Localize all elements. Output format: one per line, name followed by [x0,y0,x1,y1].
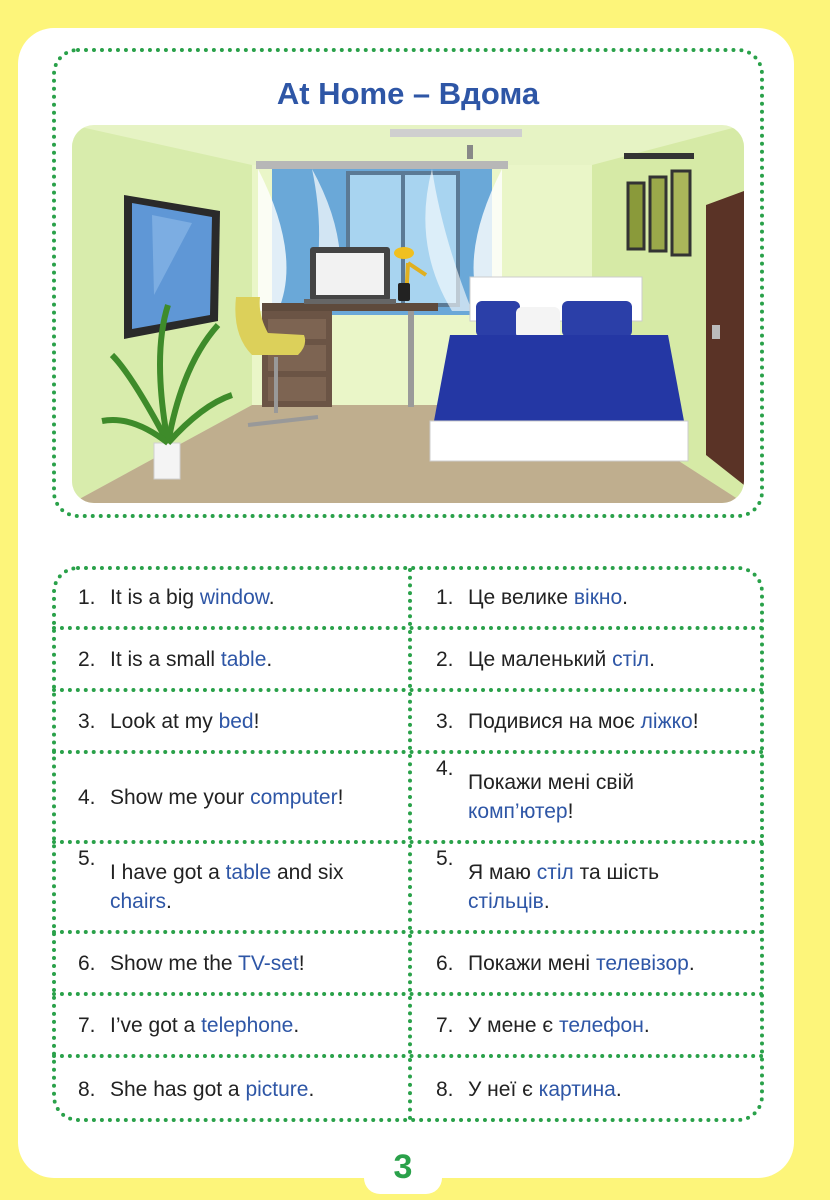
english-phrase: 2. It is a small table. [78,647,273,671]
english-phrase: 7. I’ve got a telephone. [78,1013,300,1037]
ukrainian-phrase: 4. Покажи мені свій комп’ютер! [408,754,764,840]
keyword: телефон [558,1013,644,1037]
keyword: стільців [468,890,544,913]
ukrainian-phrase: 1. Це велике вікно. [408,568,764,626]
keyword: bed [218,709,254,733]
table-row [52,630,764,692]
table-row [52,996,764,1058]
keyword: table [220,647,267,671]
page-number: 3 [364,1140,442,1194]
keyword: telephone [201,1013,294,1037]
keyword: телевізор [595,951,689,975]
keyword: table [225,861,272,884]
ukrainian-phrase: 8. У неї є картина. [408,1058,764,1120]
keyword: TV-set [238,951,299,975]
keyword: стіл [612,647,650,671]
keyword: картина [538,1077,616,1101]
keyword: вікно [573,585,623,609]
ukrainian-phrase: 3. Подивися на моє ліжко! [408,692,764,750]
english-phrase: 8. She has got a picture. [78,1077,315,1101]
keyword: chairs [110,890,167,913]
keyword: комп’ютер [468,800,568,823]
keyword: picture [245,1077,309,1101]
ukrainian-phrase: 5. Я маю стіл та шість стільців. [408,844,764,930]
ukrainian-phrase: 6. Покажи мені телевізор. [408,934,764,992]
ukrainian-phrase: 7. У мене є телефон. [408,996,764,1054]
english-phrase: 1. It is a big window. [78,585,275,609]
table-row [52,1058,764,1120]
english-phrase: 5. I have got a table and six chairs. [78,847,344,913]
table-row [52,754,764,844]
keyword: стіл [536,861,574,884]
keyword: computer [250,785,338,809]
table-row [52,568,764,630]
table-row [52,692,764,754]
bedroom-scene-image [72,125,744,503]
english-phrase: 3. Look at my bed! [78,709,260,733]
english-phrase: 4. Show me your computer! [78,785,344,809]
bedroom-illustration [72,125,744,503]
english-phrase: 6. Show me the TV-set! [78,951,305,975]
keyword: ліжко [640,709,693,733]
table-row [52,844,764,934]
keyword: window [199,585,269,609]
table-row [52,934,764,996]
page-title: At Home – Вдома [276,76,540,111]
ukrainian-phrase: 2. Це маленький стіл. [408,630,764,688]
